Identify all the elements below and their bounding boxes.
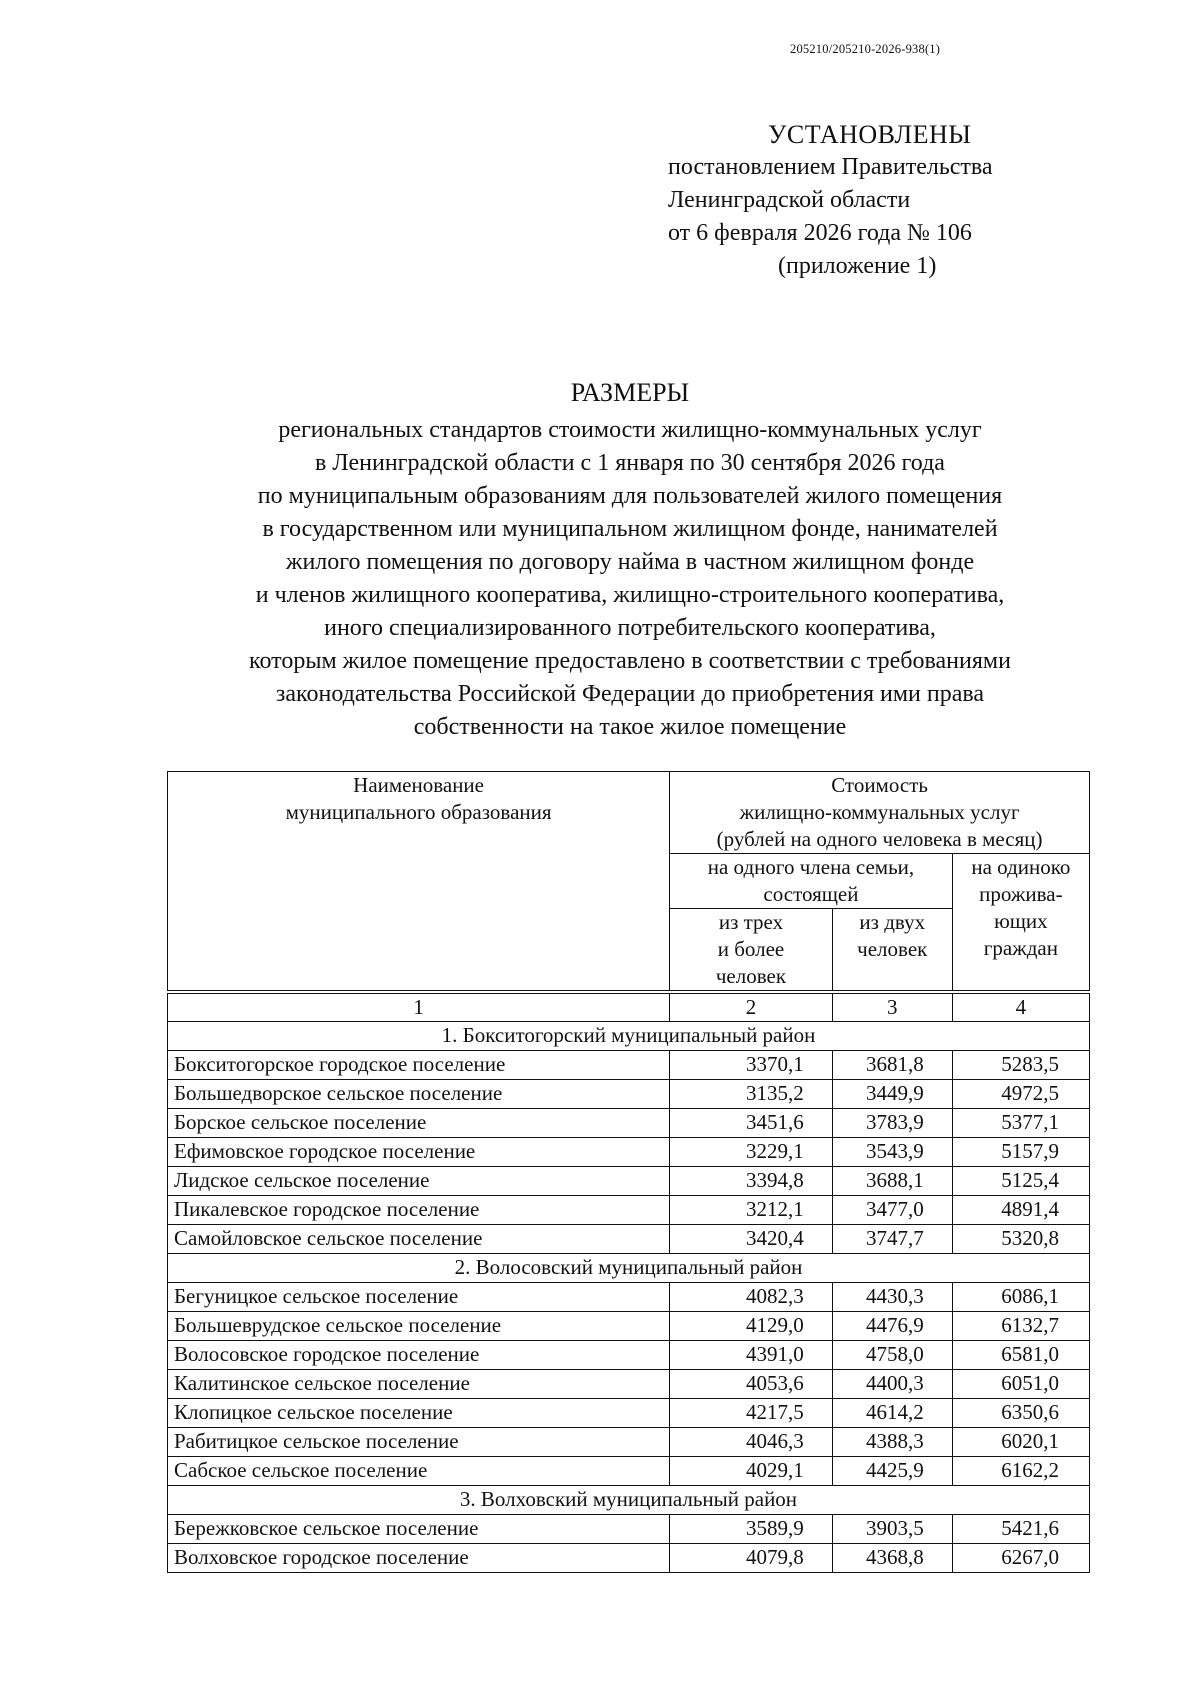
header-text: из двух [859, 910, 926, 934]
value-three: 4129,0 [670, 1312, 833, 1341]
header-text: из трех [718, 910, 784, 934]
district-row [168, 1486, 1090, 1515]
subtitle-line: в государственном или муниципальном жилищном фонде, нанимателей [262, 516, 998, 542]
district-row [168, 1254, 1090, 1283]
subtitle-line: которым жилое помещение предоставлено в соответствии с требованиями [249, 648, 1011, 674]
value-single: 5157,9 [952, 1138, 1089, 1167]
value-three: 4029,1 [670, 1457, 833, 1486]
value-two: 3747,7 [832, 1225, 952, 1254]
table-row [168, 1341, 1090, 1370]
district-row [168, 1022, 1090, 1051]
value-three: 4053,6 [670, 1370, 833, 1399]
header-name-cell [168, 772, 670, 993]
value-single: 6350,6 [952, 1399, 1089, 1428]
value-single: 5125,4 [952, 1167, 1089, 1196]
subtitle-line: и членов жилищного кооператива, жилищно-строительного кооператива, [255, 582, 1005, 608]
table-row [168, 1167, 1090, 1196]
header-text: ющих [994, 909, 1048, 933]
header-text: жилищно-коммунальных услуг [739, 800, 1020, 824]
value-two: 3783,9 [832, 1109, 952, 1138]
table-row [168, 1370, 1090, 1399]
settlement-name: Бегуницкое сельское поселение [168, 1283, 670, 1312]
value-two: 3903,5 [832, 1515, 952, 1544]
district-title: 2. Волосовский муниципальный район [168, 1254, 1090, 1283]
value-two: 3477,0 [832, 1196, 952, 1225]
value-single: 6086,1 [952, 1283, 1089, 1312]
header-text: граждан [983, 936, 1058, 960]
column-number: 1 [168, 992, 670, 1022]
table-row [168, 1515, 1090, 1544]
value-three: 4217,5 [670, 1399, 833, 1428]
subtitle-line: жилого помещения по договору найма в частном жилищном фонде [285, 549, 975, 575]
header-text: человек [715, 964, 787, 988]
header-text: на одного члена семьи, [707, 855, 915, 879]
approval-line: постановлением Правительства [668, 154, 993, 180]
header-text: (рублей на одного человека в месяц) [716, 827, 1043, 851]
value-two: 3688,1 [832, 1167, 952, 1196]
value-three: 3135,2 [670, 1080, 833, 1109]
value-two: 3449,9 [832, 1080, 952, 1109]
value-three: 3589,9 [670, 1515, 833, 1544]
document-id: 205210/205210-2026-938(1) [790, 42, 941, 56]
table-row [168, 1457, 1090, 1486]
approval-line: от 6 февраля 2026 года № 106 [668, 220, 972, 246]
value-single: 6132,7 [952, 1312, 1089, 1341]
value-three: 3451,6 [670, 1109, 833, 1138]
value-three: 3420,4 [670, 1225, 833, 1254]
value-single: 6162,2 [952, 1457, 1089, 1486]
table-row [168, 1196, 1090, 1225]
settlement-name: Самойловское сельское поселение [168, 1225, 670, 1254]
header-two-cell [832, 909, 952, 993]
subtitle-line: иного специализированного потребительского кооператива, [324, 615, 936, 641]
value-three: 4391,0 [670, 1341, 833, 1370]
value-three: 4079,8 [670, 1544, 833, 1573]
settlement-name: Волосовское городское поселение [168, 1341, 670, 1370]
value-single: 6020,1 [952, 1428, 1089, 1457]
subtitle-line: в Ленинградской области с 1 января по 30 сентября 2026 года [315, 450, 945, 476]
settlement-name: Бережковское сельское поселение [168, 1515, 670, 1544]
value-single: 4972,5 [952, 1080, 1089, 1109]
approval-appendix: (приложение 1) [778, 253, 937, 279]
settlement-name: Борское сельское поселение [168, 1109, 670, 1138]
table-row [168, 1283, 1090, 1312]
value-two: 3681,8 [832, 1051, 952, 1080]
value-three: 3229,1 [670, 1138, 833, 1167]
settlement-name: Сабское сельское поселение [168, 1457, 670, 1486]
table-row [168, 1544, 1090, 1573]
settlement-name: Калитинское сельское поселение [168, 1370, 670, 1399]
header-text: на одиноко [971, 855, 1071, 879]
value-single: 6267,0 [952, 1544, 1089, 1573]
value-two: 4614,2 [832, 1399, 952, 1428]
value-three: 4046,3 [670, 1428, 833, 1457]
table-row [168, 1225, 1090, 1254]
document-title: РАЗМЕРЫ [570, 378, 690, 407]
value-three: 3212,1 [670, 1196, 833, 1225]
table-row [168, 1312, 1090, 1341]
header-text: и более [717, 937, 785, 961]
table-row [168, 1138, 1090, 1167]
value-two: 3543,9 [832, 1138, 952, 1167]
header-text: прожива- [979, 882, 1063, 906]
value-two: 4368,8 [832, 1544, 952, 1573]
settlement-name: Клопицкое сельское поселение [168, 1399, 670, 1428]
value-two: 4430,3 [832, 1283, 952, 1312]
value-two: 4400,3 [832, 1370, 952, 1399]
column-number: 3 [832, 992, 952, 1022]
value-three: 3394,8 [670, 1167, 833, 1196]
settlement-name: Большеврудское сельское поселение [168, 1312, 670, 1341]
approval-title: УСТАНОВЛЕНЫ [768, 120, 972, 149]
subtitle-line: собственности на такое жилое помещение [413, 714, 847, 740]
settlement-name: Бокситогорское городское поселение [168, 1051, 670, 1080]
value-two: 4388,3 [832, 1428, 952, 1457]
settlement-name: Ефимовское городское поселение [168, 1138, 670, 1167]
subtitle-line: региональных стандартов стоимости жилищно-коммунальных услуг [278, 417, 982, 443]
header-text: человек [857, 937, 928, 961]
header-cost-cell [670, 772, 1090, 854]
settlement-name: Лидское сельское поселение [168, 1167, 670, 1196]
header-three-cell [670, 909, 833, 993]
header-text: состоящей [763, 882, 859, 906]
value-single: 5377,1 [952, 1109, 1089, 1138]
value-single: 4891,4 [952, 1196, 1089, 1225]
table-row [168, 1080, 1090, 1109]
column-number: 2 [670, 992, 833, 1022]
rates-table [167, 771, 1090, 1573]
value-single: 5283,5 [952, 1051, 1089, 1080]
value-single: 6581,0 [952, 1341, 1089, 1370]
value-two: 4476,9 [832, 1312, 952, 1341]
header-text: Стоимость [831, 773, 928, 797]
subtitle-line: законодательства Российской Федерации до приобретения ими права [275, 681, 985, 707]
header-family-cell [670, 854, 953, 909]
settlement-name: Рабитицкое сельское поселение [168, 1428, 670, 1457]
district-title: 1. Бокситогорский муниципальный район [168, 1022, 1090, 1051]
settlement-name: Волховское городское поселение [168, 1544, 670, 1573]
value-single: 5421,6 [952, 1515, 1089, 1544]
header-text: Наименование [353, 773, 484, 797]
approval-line: Ленинградской области [668, 187, 911, 213]
column-number-row [168, 992, 1090, 1022]
value-single: 6051,0 [952, 1370, 1089, 1399]
settlement-name: Большедворское сельское поселение [168, 1080, 670, 1109]
table-row [168, 1051, 1090, 1080]
table-row [168, 1399, 1090, 1428]
value-three: 4082,3 [670, 1283, 833, 1312]
table-row [168, 1428, 1090, 1457]
value-single: 5320,8 [952, 1225, 1089, 1254]
document-subtitle [130, 414, 1130, 744]
subtitle-line: по муниципальным образованиям для пользователей жилого помещения [257, 483, 1003, 509]
settlement-name: Пикалевское городское поселение [168, 1196, 670, 1225]
approval-stamp [668, 118, 1088, 283]
district-title: 3. Волховский муниципальный район [168, 1486, 1090, 1515]
value-two: 4758,0 [832, 1341, 952, 1370]
column-number: 4 [952, 992, 1089, 1022]
value-three: 3370,1 [670, 1051, 833, 1080]
header-single-cell [952, 854, 1089, 993]
header-text: муниципального образования [285, 800, 552, 824]
value-two: 4425,9 [832, 1457, 952, 1486]
table-row [168, 1109, 1090, 1138]
header-row [168, 772, 1090, 854]
